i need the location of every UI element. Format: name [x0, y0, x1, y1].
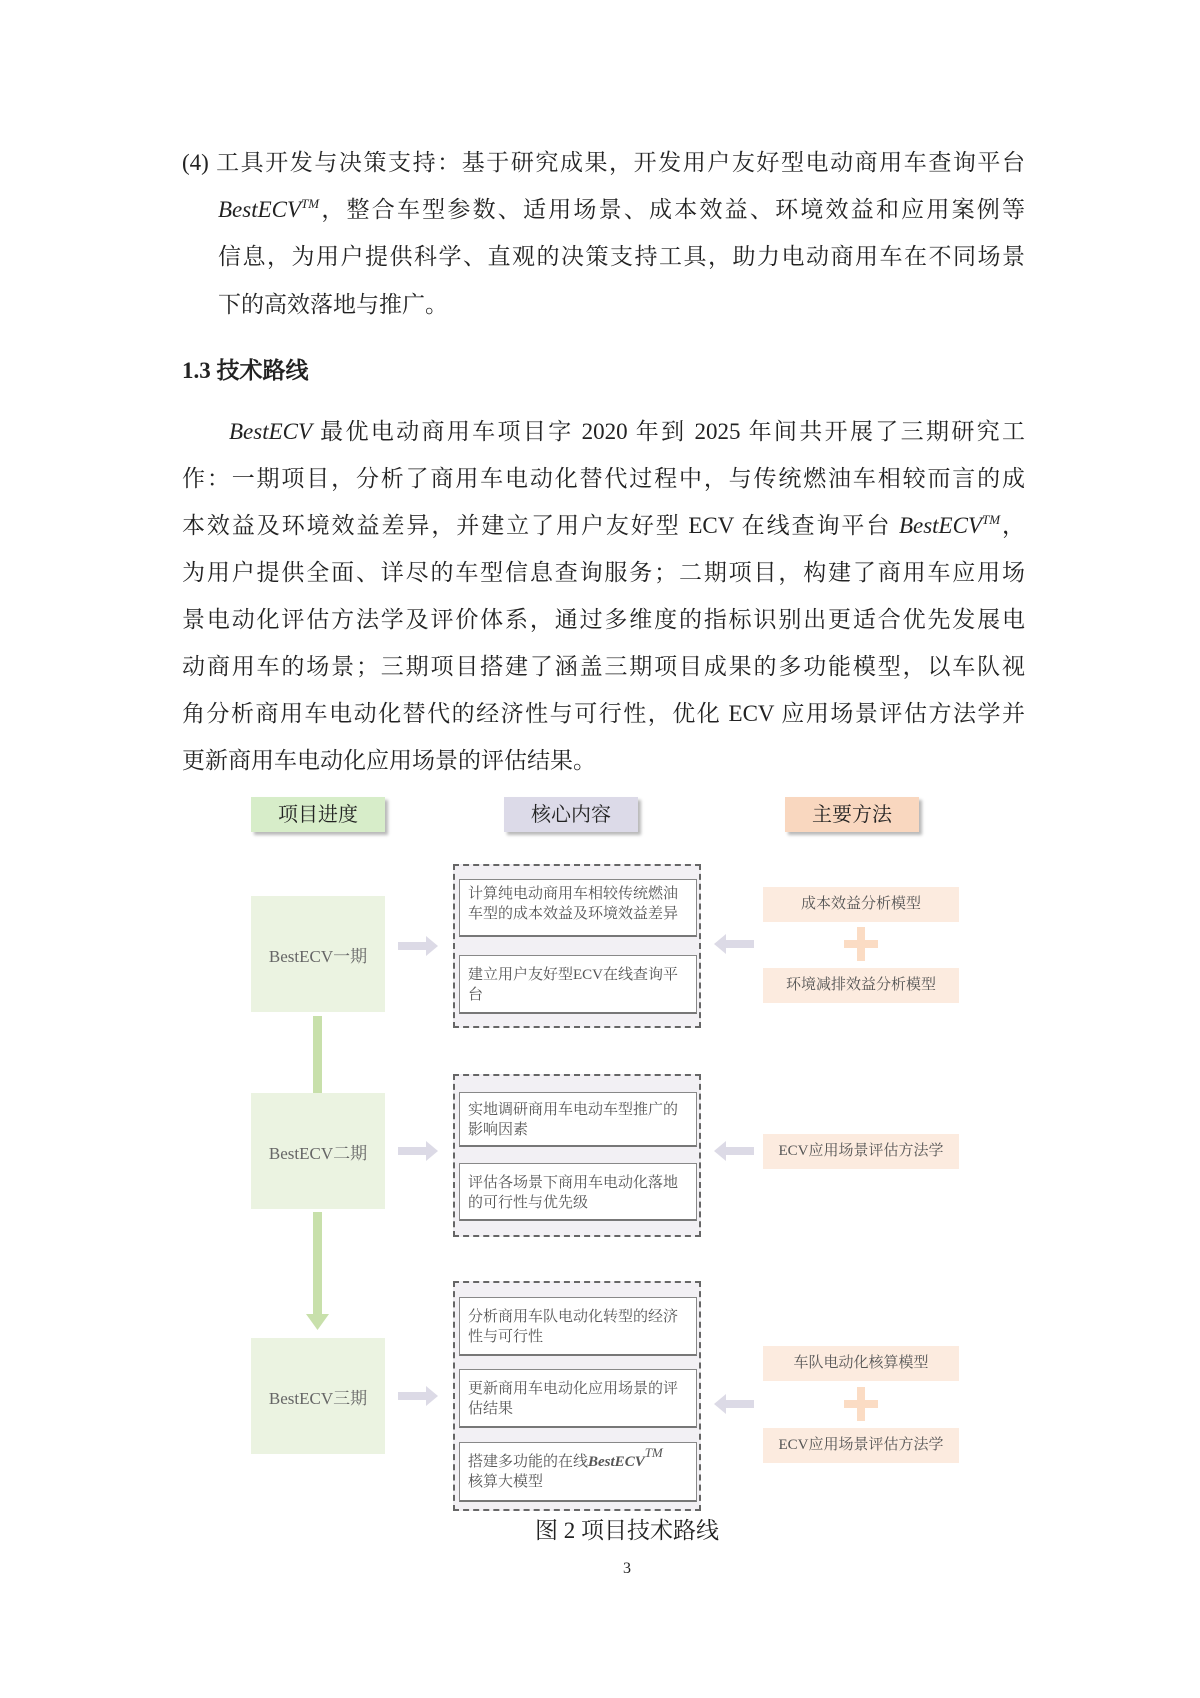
content-item: 计算纯电动商用车相较传统燃油车型的成本效益及环境效益差异 [459, 879, 697, 937]
phase-1-label: BestECV一期 [268, 946, 368, 966]
phase-2-box [251, 1093, 385, 1209]
method-box: ECV应用场景评估方法学 [763, 1428, 959, 1463]
para-line-7: 角分析商用车电动化替代的经济性与可行性，优化 ECV 应用场景评估方法学并 [182, 701, 1025, 726]
trademark: TM [644, 1445, 663, 1460]
item4-line-3: 信息，为用户提供科学、直观的决策支持工具，助力电动商用车在不同场景 [218, 244, 1025, 269]
content-text: 核算大模型 [468, 1474, 544, 1490]
content-item: 建立用户友好型ECV在线查询平台 [459, 955, 697, 1014]
content-item: 实地调研商用车电动车型推广的影响因素 [459, 1092, 697, 1147]
method-box: 车队电动化核算模型 [763, 1346, 959, 1381]
para-line-3-end: ， [1000, 513, 1025, 538]
method-box: 成本效益分析模型 [763, 887, 959, 922]
figure-caption: 图 2 项目技术路线 [535, 1518, 719, 1543]
content-item: 评估各场景下商用车电动化落地的可行性与优先级 [459, 1163, 697, 1221]
arrow-left-icon [714, 934, 754, 954]
para-line-1 [229, 417, 1025, 447]
product-name: BestECV [218, 197, 302, 222]
arrow-right-icon [398, 1141, 438, 1161]
item4-line-2-text: ，整合车型参数、适用场景、成本效益、环境效益和应用案例等 [319, 197, 1025, 222]
para-line-2: 作：一期项目，分析了商用车电动化替代过程中，与传统燃油车相较而言的成 [182, 466, 1025, 491]
para-line-5: 景电动化评估方法学及评价体系，通过多维度的指标识别出更适合优先发展电 [182, 607, 1025, 632]
arrow-right-icon [398, 1386, 438, 1406]
method-box: ECV应用场景评估方法学 [763, 1134, 959, 1169]
item4-line-2 [218, 195, 1025, 225]
product-name: BestECV [229, 419, 313, 444]
item4-line-1: (4) 工具开发与决策支持：基于研究成果，开发用户友好型电动商用车查询平台 [182, 150, 1025, 175]
connector-2-3 [313, 1212, 322, 1322]
para-line-3-text: 本效益及环境效益差异，并建立了用户友好型 ECV 在线查询平台 [182, 513, 899, 538]
para-line-8: 更新商用车电动化应用场景的评估结果。 [182, 748, 596, 773]
para-line-1-text: 最优电动商用车项目字 2020 年到 2025 年间共开展了三期研究工 [312, 419, 1025, 444]
connector-1-2 [313, 1016, 322, 1093]
phase-3-label: BestECV三期 [268, 1388, 368, 1408]
header-core-content: 核心内容 [504, 797, 638, 832]
plus-icon [844, 927, 878, 961]
header-main-methods: 主要方法 [785, 797, 919, 832]
section-heading: 1.3 技术路线 [182, 358, 309, 383]
content-text: 搭建多功能的在线 [468, 1454, 589, 1470]
phase-3-box [251, 1338, 385, 1454]
content-item: 更新商用车电动化应用场景的评估结果 [459, 1369, 697, 1428]
product-name: BestECV [898, 513, 982, 538]
method-box: 环境减排效益分析模型 [763, 968, 959, 1003]
para-line-3 [182, 511, 1025, 541]
content-item: 分析商用车队电动化转型的经济性与可行性 [459, 1297, 697, 1356]
content-item [459, 1442, 697, 1502]
product-name: BestECV [588, 1454, 645, 1470]
header-progress: 项目进度 [251, 797, 385, 832]
arrow-down-icon [306, 1314, 329, 1330]
plus-icon [844, 1387, 878, 1421]
phase-1-box [251, 896, 385, 1012]
page-number: 3 [623, 1560, 631, 1577]
arrow-left-icon [714, 1141, 754, 1161]
trademark: TM [982, 512, 1001, 527]
para-line-4: 为用户提供全面、详尽的车型信息查询服务；二期项目，构建了商用车应用场 [182, 560, 1025, 585]
arrow-left-icon [714, 1394, 754, 1414]
trademark: TM [301, 196, 320, 211]
para-line-6: 动商用车的场景；三期项目搭建了涵盖三期项目成果的多功能模型，以车队视 [182, 654, 1025, 679]
item4-line-4: 下的高效落地与推广。 [218, 292, 448, 317]
phase-2-label: BestECV二期 [268, 1143, 368, 1163]
arrow-right-icon [398, 936, 438, 956]
